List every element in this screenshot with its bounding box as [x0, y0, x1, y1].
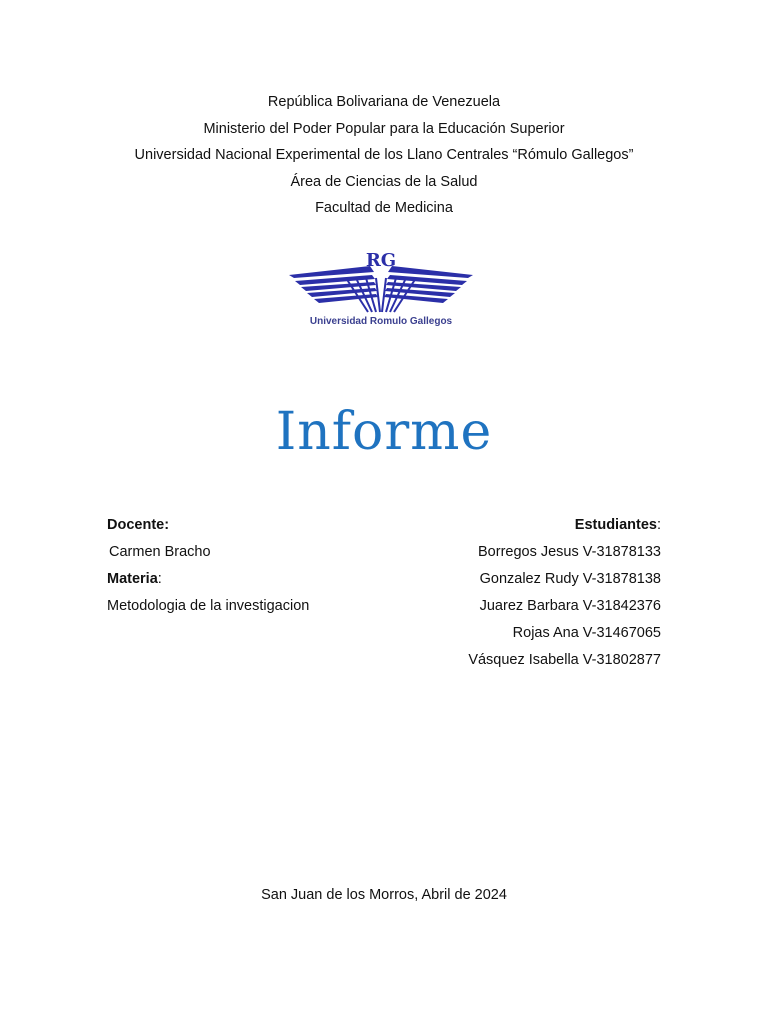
students-label: Estudiantes	[574, 517, 657, 533]
logo-monogram: RG	[365, 250, 397, 271]
student-item: Vásquez Isabella V-31802877	[468, 652, 661, 668]
university-wings-icon	[284, 248, 478, 318]
header-line-republic: República Bolivariana de Venezuela	[267, 94, 501, 110]
teacher-name: Carmen Bracho	[109, 544, 211, 560]
student-item: Juarez Barbara V-31842376	[479, 598, 661, 614]
student-item: Borregos Jesus V-31878133	[478, 544, 661, 560]
students-label-colon: :	[656, 517, 661, 533]
header-line-university: Universidad Nacional Experimental de los Llano Centrales “Rómulo Gallegos”	[134, 147, 634, 164]
header-line-faculty: Facultad de Medicina	[315, 200, 453, 217]
subject-label-colon: :	[157, 571, 162, 587]
subject-name: Metodologia de la investigacion	[107, 598, 310, 614]
header-line-ministry: Ministerio del Poder Popular para la Educación Superior	[203, 120, 565, 137]
document-title: Informe	[275, 402, 493, 462]
students-block	[468, 512, 661, 674]
student-item: Rojas Ana V-31467065	[512, 625, 661, 641]
students-label-row	[468, 512, 661, 539]
header-line-area: Área de Ciencias de la Salud	[290, 173, 478, 190]
logo-caption: Universidad Romulo Gallegos	[309, 316, 453, 327]
teacher-subject-block	[107, 512, 309, 620]
student-item: Gonzalez Rudy V-31878138	[479, 571, 661, 587]
teacher-label: Docente:	[107, 517, 170, 533]
institution-header	[0, 89, 768, 222]
subject-label-row	[107, 566, 309, 593]
place-date: San Juan de los Morros, Abril de 2024	[261, 887, 507, 903]
subject-label: Materia	[107, 571, 158, 587]
